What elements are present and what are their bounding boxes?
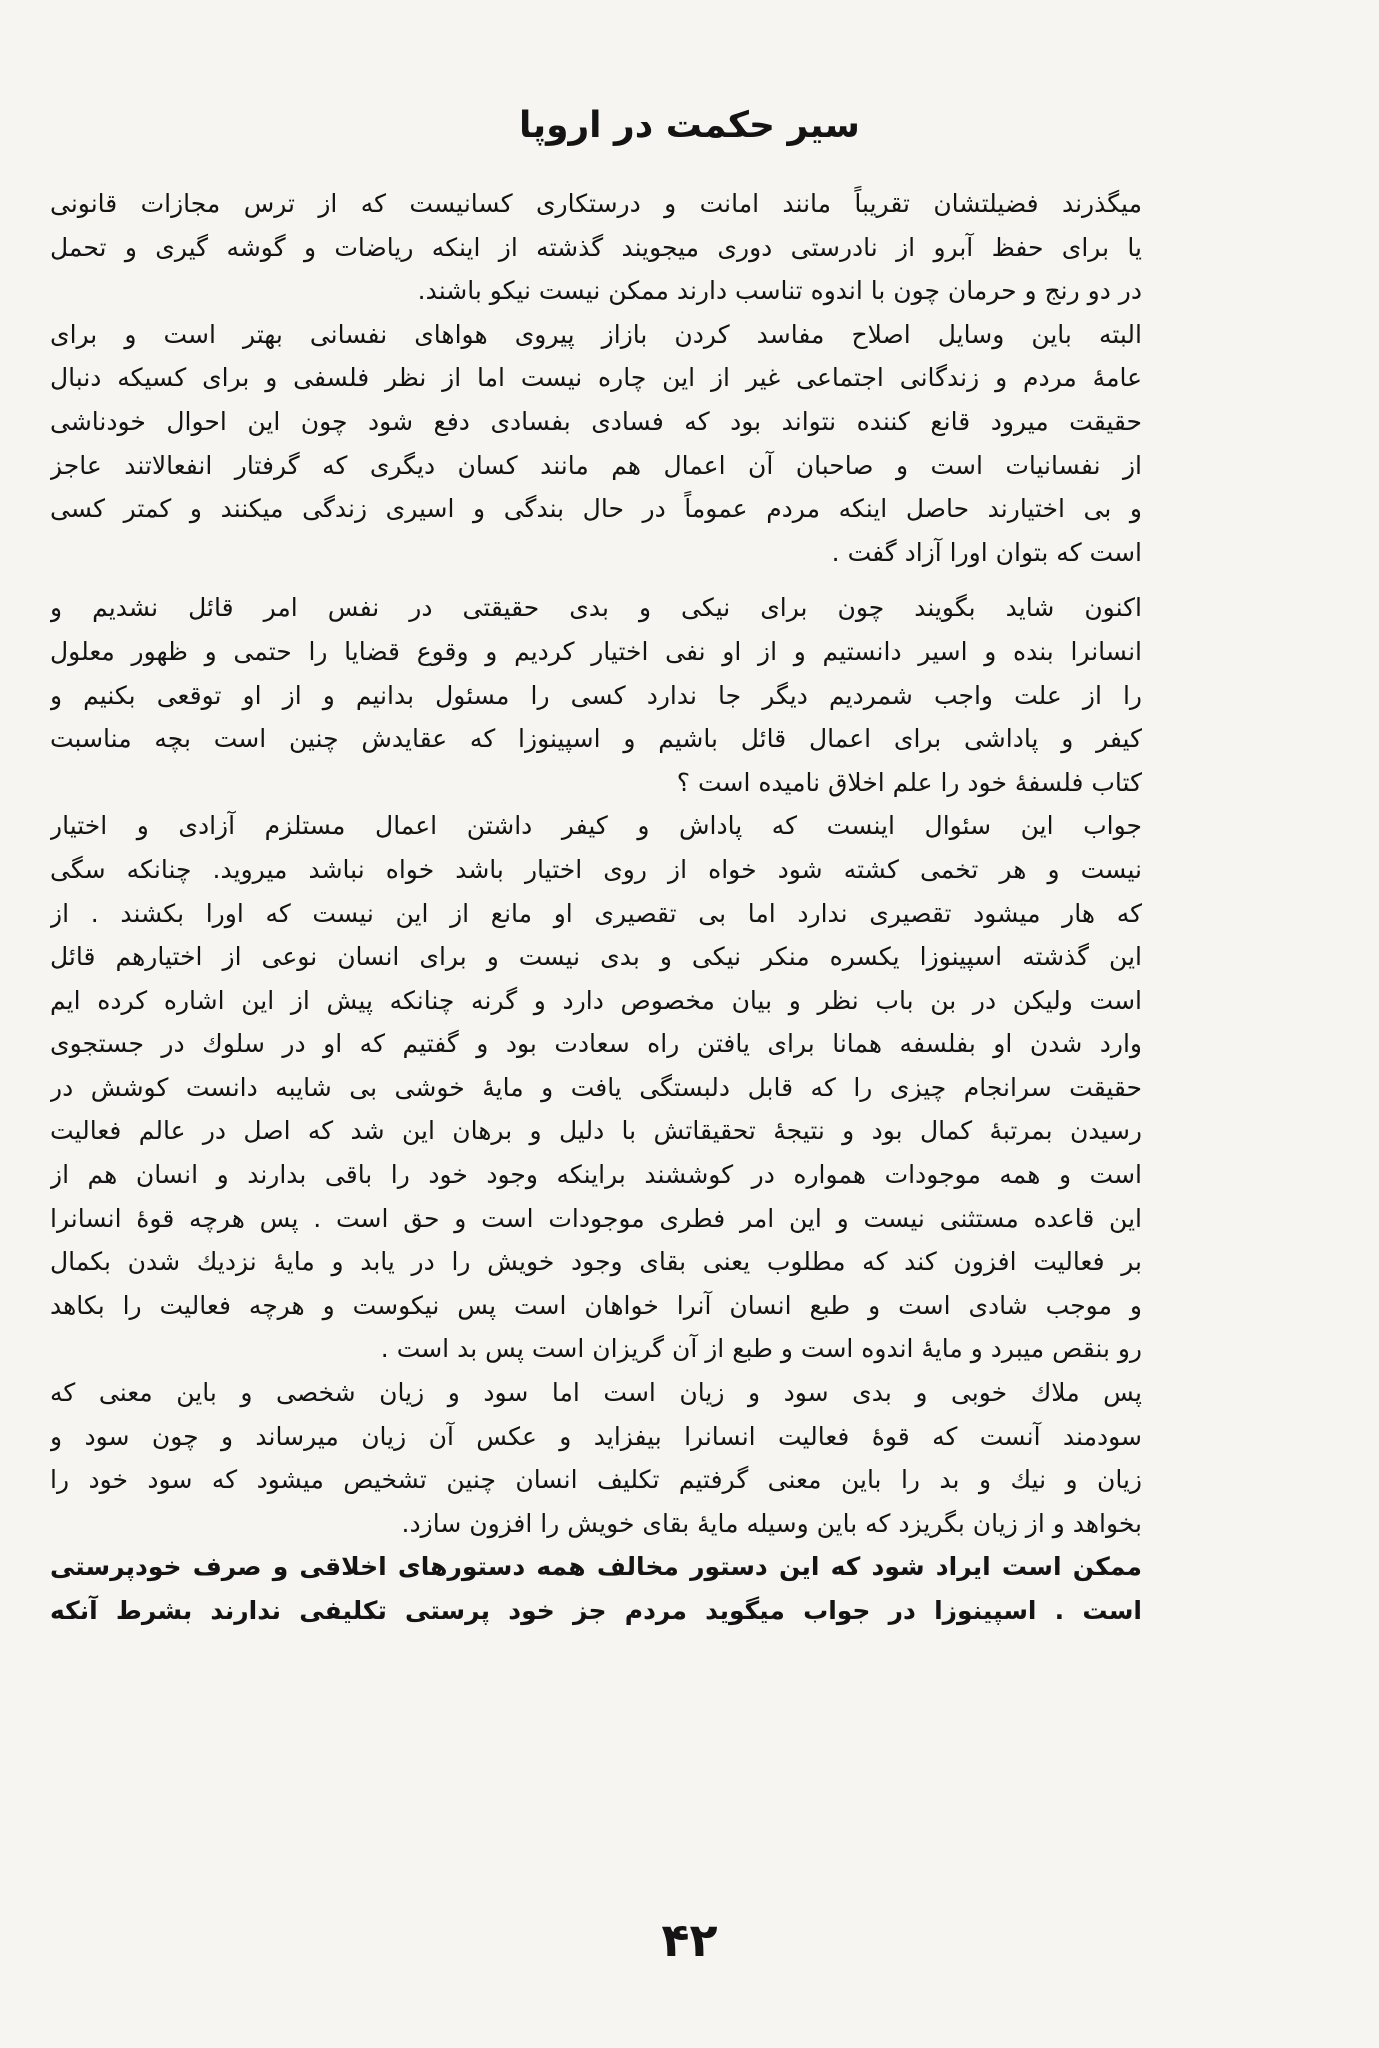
text-line: وارد شدن او بفلسفه همانا برای یافتن راه سعادت بود و گفتیم که او در سلوك در جستجوی (50, 1029, 1142, 1059)
text-line: این گذشته اسپینوزا یکسره منکر نیکی و بدی نیست و برای انسان نوعی از اختیارهم قائل (50, 942, 1142, 972)
text-line: است که بتوان اورا آزاد گفت . (831, 537, 1142, 567)
text-line: و موجب شادی است و طبع انسان آنرا خواهان است پس نیکوست و هرچه فعالیت را بکاهد (50, 1290, 1142, 1320)
text-line: در دو رنج و حرمان چون با اندوه تناسب دارند ممکن نیست نیکو باشند. (417, 276, 1142, 306)
text-line: که هار میشود تقصیری ندارد اما بی تقصیری او مانع از این نیست که اورا بکشند . از (50, 898, 1142, 928)
text-line: بر فعالیت افزون کند که مطلوب یعنی بقای وجود خویش را در یابد و مایهٔ نزدیك شدن بکمال (50, 1247, 1142, 1277)
body-text (50, 182, 1142, 1633)
text-line: ممکن است ایراد شود که این دستور مخالف همه دستورهای اخلاقی و صرف خودپرستی (50, 1552, 1142, 1582)
text-line: است ولیکن در بن باب نظر و بیان مخصوص دارد و گرنه چنانکه پیش از این اشاره کرده ایم (50, 985, 1142, 1015)
text-line: را از علت واجب شمردیم دیگر جا ندارد کسی را مسئول بدانیم و از او توقعی بکنیم و (50, 680, 1142, 710)
text-line: عامهٔ مردم و زندگانی اجتماعی غیر از این چاره نیست اما از نظر فلسفی و برای کسیکه دنبال (50, 363, 1142, 393)
text-line: نیست و هر تخمی کشته شود خواه از روی اختیار باشد خواه نباشد میروید. چنانکه سگی (50, 854, 1142, 884)
text-line: اکنون شاید بگویند چون برای نیکی و بدی حقیقتی در نفس امر قائل نشدیم و (50, 593, 1142, 623)
text-line: انسانرا بنده و اسیر دانستیم و از او نفی اختیار کردیم و وقوع قضایا را حتمی و ظهور معلول (50, 636, 1142, 666)
text-line: کتاب فلسفهٔ خود را علم اخلاق نامیده است ؟ (676, 767, 1142, 797)
text-line: سودمند آنست که قوهٔ فعالیت انسانرا بیفزاید و عکس آن زیان میرساند و چون سود و (50, 1421, 1142, 1451)
text-line: رسیدن بمرتبهٔ کمال بود و نتیجهٔ تحقیقاتش با دلیل و برهان این شد که اصل در عالم فعالیت (50, 1116, 1142, 1146)
text-line: این قاعده مستثنی نیست و این امر فطری موجودات است و حق است . پس هرچه قوهٔ انسانرا (50, 1203, 1142, 1233)
text-line: حقیقت سرانجام چیزی را که قابل دلبستگی یافت و مایهٔ خوشی بی شایبه دانست کوشش در (50, 1072, 1142, 1102)
text-line: میگذرند فضیلتشان تقریباً مانند امانت و درستکاری کسانیست که از ترس مجازات قانونی (50, 189, 1142, 218)
text-line: از نفسانیات است و صاحبان آن اعمال هم مانند کسان دیگری که گرفتار انفعالاتند عاجز (50, 450, 1142, 480)
text-line: و بی اختیارند حاصل اینکه مردم عموماً در حال بندگی و اسیری زندگی میکنند و کمتر کسی (50, 494, 1142, 524)
page-number: ۴۲ (661, 1913, 718, 1967)
text-line: زیان و نیك و بد را باین معنی گرفتیم تکلیف انسان چنین تشخیص میشود که سود خود را (50, 1465, 1142, 1495)
text-line: یا برای حفظ آبرو از نادرستی دوری میجویند گذشته از اینکه ریاضات و گوشه گیری و تحمل (50, 232, 1142, 262)
text-line: رو بنقص میبرد و مایهٔ اندوه است و طبع از آن گریزان است پس بد است . (380, 1334, 1142, 1364)
text-line: است . اسپینوزا در جواب میگوید مردم جز خود پرستی تکلیفی ندارند بشرط آنکه (50, 1596, 1142, 1625)
text-line: کیفر و پاداشی برای اعمال قائل باشیم و اسپینوزا که عقایدش چنین است بچه مناسبت (50, 724, 1142, 754)
text-line: پس ملاك خوبی و بدی سود و زیان است اما سود و زیان شخصی و باین معنی که (50, 1378, 1142, 1408)
text-line: البته باین وسایل اصلاح مفاسد کردن بازاز پیروی هواهای نفسانی بهتر است و برای (50, 319, 1142, 349)
text-line: جواب این سئوال اینست که پاداش و کیفر داشتن اعمال مستلزم آزادی و اختیار (50, 811, 1142, 841)
text-line: است و همه موجودات همواره در کوششند براینکه وجود خود را باقی بدارند و انسان هم از (50, 1160, 1142, 1190)
text-line: بخواهد و از زیان بگریزد که باین وسیله مایهٔ بقای خویش را افزون سازد. (401, 1508, 1142, 1538)
text-line: حقیقت میرود قانع کننده نتواند بود که فسادی بفسادی دفع شود چون این احوال خودناشی (50, 406, 1142, 436)
running-head: سیر حکمت در اروپا (519, 105, 860, 146)
